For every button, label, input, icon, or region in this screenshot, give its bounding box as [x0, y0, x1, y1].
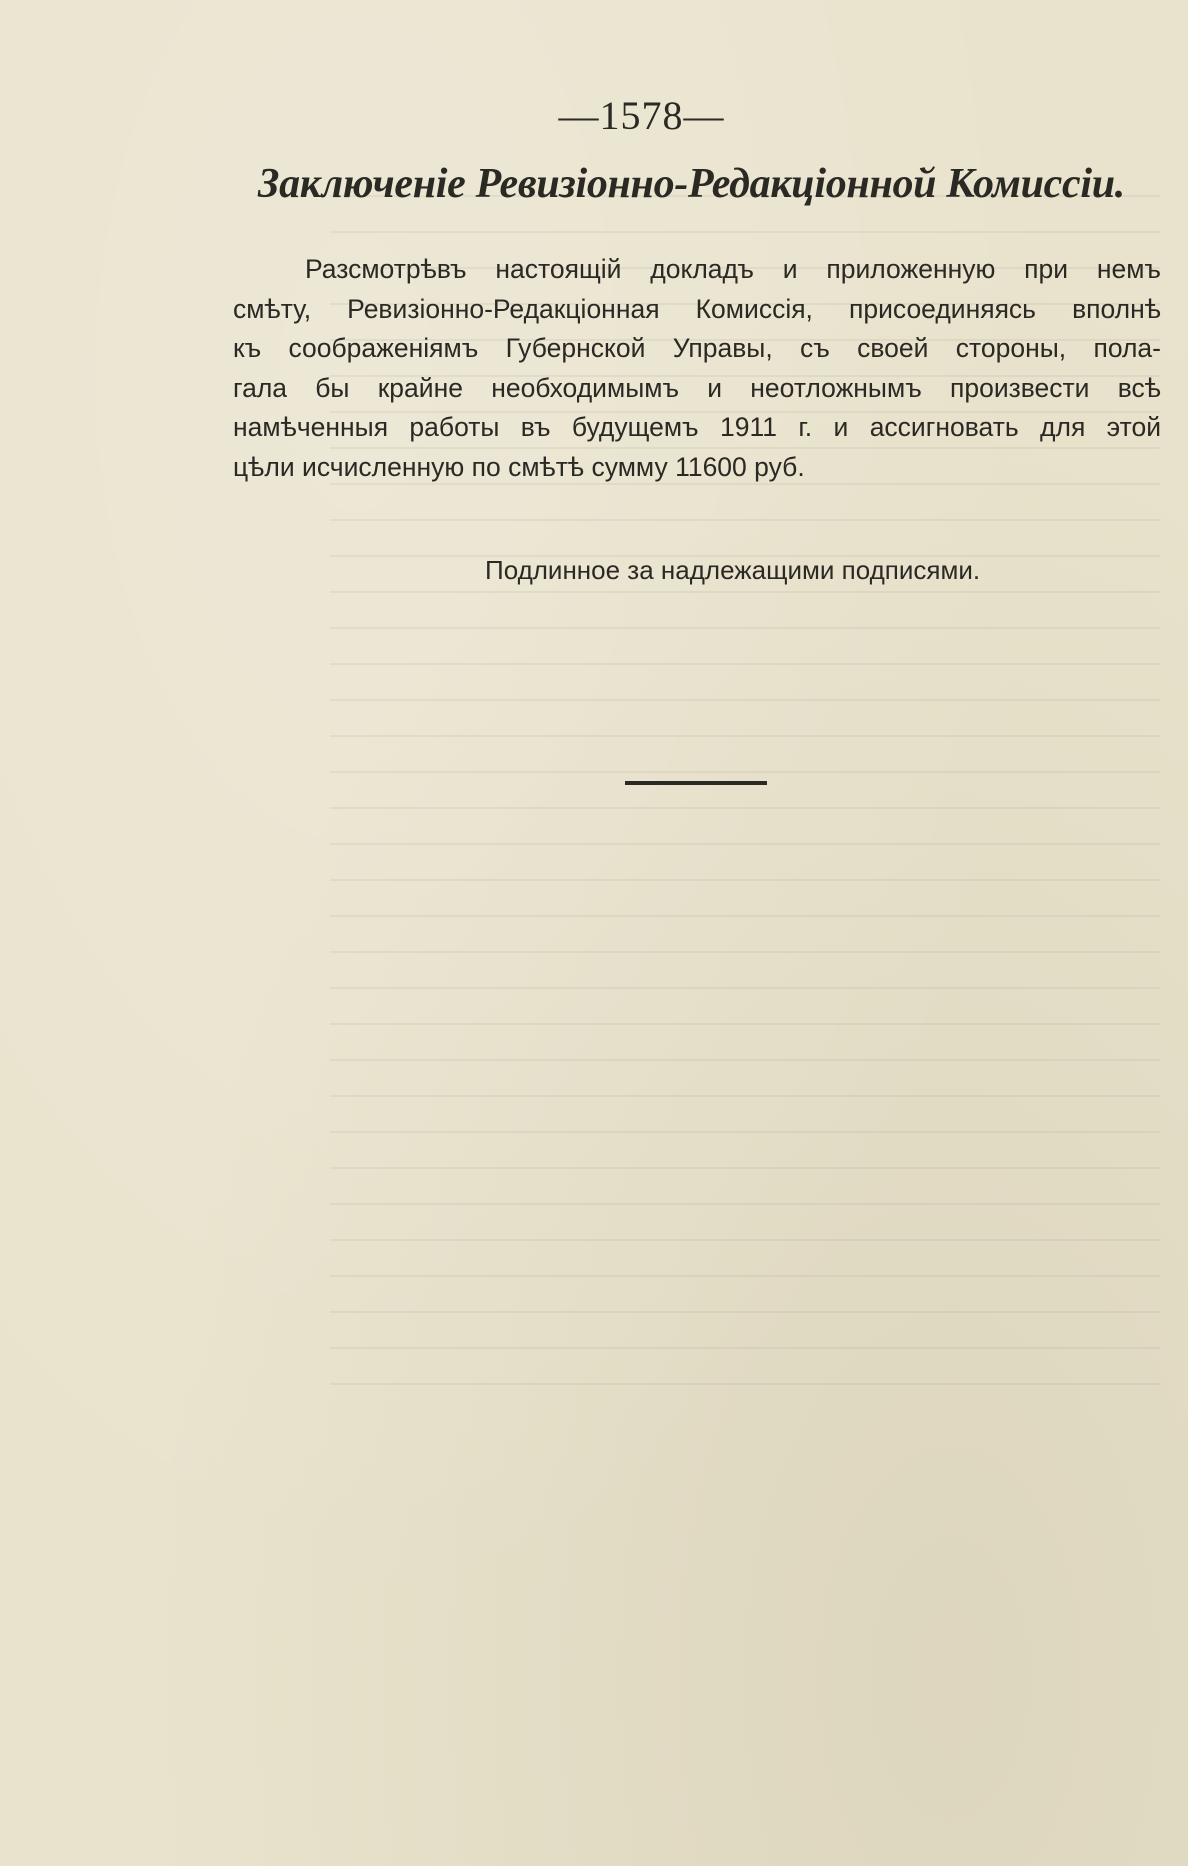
- body-line: намѣченныя работы въ будущемъ 1911 г. и ассигновать для этой: [233, 412, 1161, 442]
- body-line: къ соображеніямъ Губернской Управы, съ своей стороны, пола-: [233, 333, 1161, 363]
- body-line: цѣли исчисленную по смѣтѣ сумму 11600 руб.: [233, 451, 805, 482]
- body-line: смѣту, Ревизіонно-Редакціонная Комиссія, присоединяясь вполнѣ: [233, 293, 1161, 324]
- body-line: Разсмотрѣвъ настоящій докладъ и приложенную при немъ: [305, 254, 1161, 284]
- body-paragraph: [233, 250, 1161, 487]
- page-number: —1578—: [558, 93, 725, 138]
- body-line: гала бы крайне необходимымъ и неотложнымъ произвести всѣ: [233, 372, 1161, 403]
- closing-rule: [625, 781, 767, 785]
- signature-note: Подлинное за надлежащими подписями.: [485, 555, 981, 585]
- section-heading: Заключеніе Ревизіонно-Редакціонной Комиссіи.: [258, 161, 1125, 207]
